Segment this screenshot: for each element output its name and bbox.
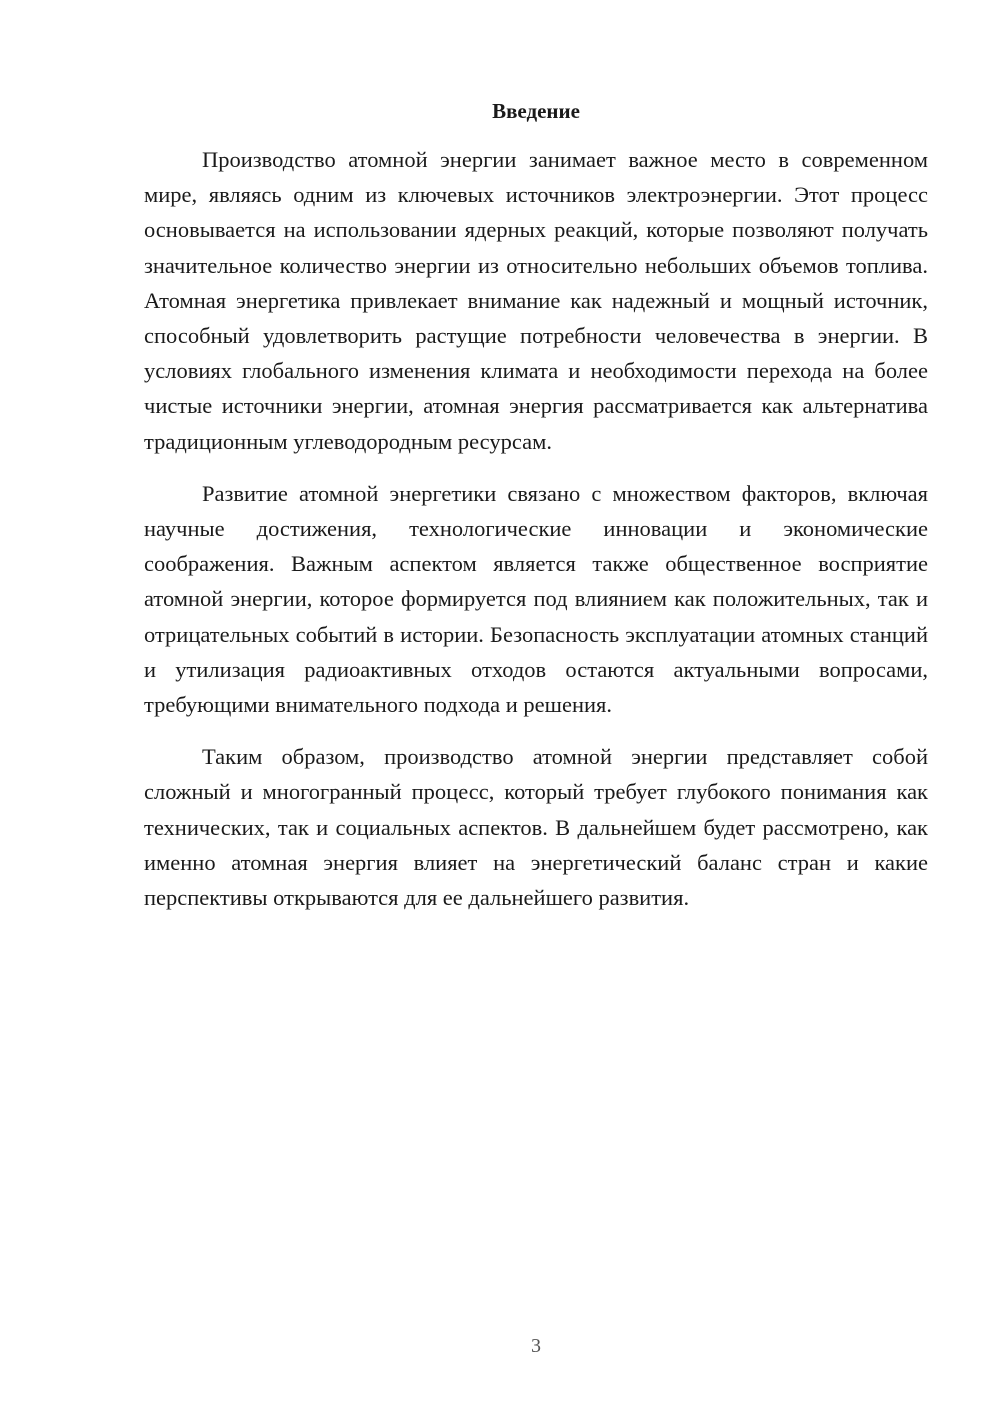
- paragraph-3: Таким образом, производство атомной энергии представляет собой сложный и многогранный процесс, который требует глубокого понимания как технических, так и социальных аспектов. В дальнейшем будет рассмотрено, как именно атомная энергия влияет на энергетический баланс стран и какие перспективы открываются для ее дальнейшего развития.: [144, 744, 928, 911]
- paragraph-1: Производство атомной энергии занимает важное место в современном мире, являясь одним из ключевых источников электроэнергии. Этот процесс основывается на использовании ядерных реакций, которые позволяют получать значительное количество энергии из относительно небольших объемов топлива. Атомная энергетика привлекает внимание как надежный и мощный источник, способный удовлетворить растущие потребности человечества в энергии. В условиях глобального изменения климата и необходимости перехода на более чистые источники энергии, атомная энергия рассматривается как альтернатива традиционным углеводородным ресурсам.: [144, 147, 928, 454]
- body-text: [144, 142, 928, 915]
- paragraph-2: Развитие атомной энергетики связано с множеством факторов, включая научные достижения, технологические инновации и экономические соображения. Важным аспектом является также общественное восприятие атомной энергии, которое формируется под влиянием как положительных, так и отрицательных событий в истории. Безопасность эксплуатации атомных станций и утилизация радиоактивных отходов остаются актуальными вопросами, требующими внимательного подхода и решения.: [144, 480, 928, 718]
- page-number: 3: [531, 1335, 541, 1357]
- section-heading: Введение: [492, 99, 580, 123]
